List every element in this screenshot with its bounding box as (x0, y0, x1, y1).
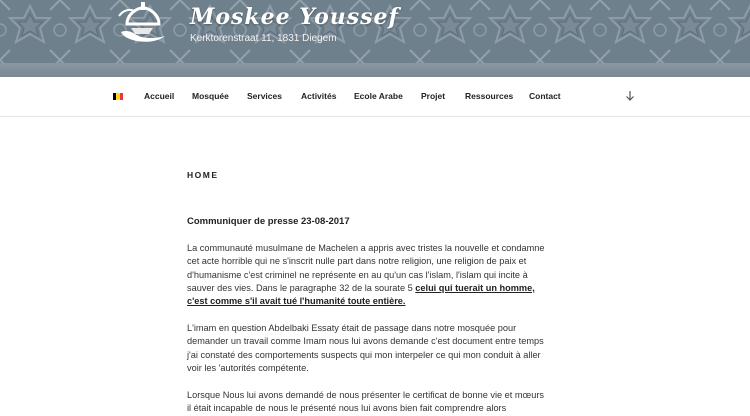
mosque-logo-icon[interactable] (113, 2, 173, 46)
belgian-flag-icon[interactable] (113, 93, 123, 100)
press-release-title: Communiquer de presse 23-08-2017 (187, 216, 350, 227)
paragraph-1-text: La communauté musulmane de Machelen a appris avec tristes la nouvelle et condamne cet acte horrible qui ne s'inscrit nulle part dans notre religion, une religion de paix et d'humanisme c'est criminel ne représente en au qu'un cas l'islam, l'islam qui incite à sauver des vies. Dans le paragraphe 32 de la sourate 5 (187, 243, 545, 293)
banner-shade (0, 63, 750, 77)
paragraph-3: Lorsque Nous lui avons demandé de nous présenter le certificat de bonne vie et mœurs il était incapable de nous le présenté nous lui avons bien fait comprendre alors (187, 390, 544, 414)
flag-stripe-red (120, 93, 123, 100)
nav-item-ressources[interactable]: Ressources (465, 91, 514, 101)
nav-item-ecole-arabe[interactable]: Ecole Arabe (354, 91, 403, 101)
quran-quote-link[interactable]: celui qui tuerait un homme, c'est comme s'il avait tué l'humanité toute entière. (187, 282, 535, 307)
header-banner (0, 0, 750, 77)
arrow-down-icon[interactable] (625, 90, 635, 102)
nav-item-accueil[interactable]: Accueil (144, 91, 175, 101)
nav-item-contact[interactable]: Contact (529, 91, 561, 101)
nav-item-services[interactable]: Services (247, 91, 282, 101)
site-title[interactable]: Moskee Youssef (190, 4, 400, 30)
nav-item-mosquee[interactable]: Mosquée (192, 91, 229, 101)
main-content (187, 170, 557, 414)
main-navigation (0, 77, 750, 117)
page-title: HOME (187, 170, 219, 180)
paragraph-1 (187, 242, 549, 308)
nav-item-activites[interactable]: Activités (301, 91, 337, 101)
paragraph-2: L'imam en question Abdelbaki Essaty était de passage dans notre mosquée pour demander un travail comme Imam nous lui avons demande c'est document entre temps j'ai constaté des comportements suspects qui mon interpeler ce qui mon conduit à aller voir les 'autorités compétente. (187, 323, 544, 373)
site-description: Kerktorenstraat 11, 1831 Diegem (190, 33, 337, 44)
nav-item-projet[interactable]: Projet (421, 91, 446, 101)
